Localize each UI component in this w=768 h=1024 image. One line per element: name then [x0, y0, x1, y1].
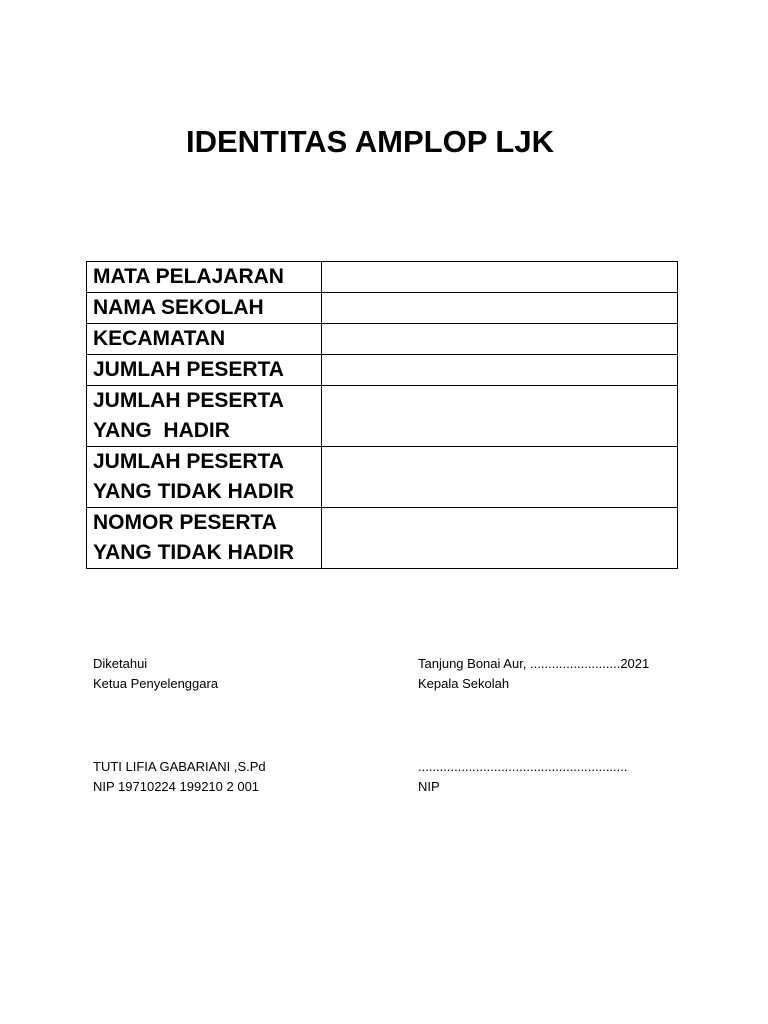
value-school-name[interactable] — [322, 293, 678, 324]
label-line: KECAMATAN — [93, 327, 226, 350]
right-place-date: Tanjung Bonai Aur, .........................2021 — [418, 656, 650, 671]
label-line: JUMLAH PESERTA — [93, 450, 284, 473]
page-title: IDENTITAS AMPLOP LJK — [185, 124, 554, 159]
right-signer-name: .......................................................... — [418, 759, 628, 774]
label-line: NAMA SEKOLAH — [93, 296, 264, 319]
label-line: MATA PELAJARAN — [93, 265, 284, 288]
identity-table — [86, 261, 678, 569]
label-line: JUMLAH PESERTA — [93, 358, 284, 381]
table-row — [87, 508, 678, 569]
right-signer-nip: NIP — [418, 779, 440, 794]
row-label-present-count — [87, 386, 322, 447]
left-signer-name: TUTI LIFIA GABARIANI ,S.Pd — [93, 759, 266, 774]
value-participant-count[interactable] — [322, 355, 678, 386]
value-absent-numbers[interactable] — [322, 508, 678, 569]
label-line: YANG HADIR — [93, 419, 230, 442]
table-row — [87, 355, 678, 386]
left-signer-nip: NIP 19710224 199210 2 001 — [93, 779, 260, 794]
left-known-label: Diketahui — [93, 656, 148, 671]
row-label-absent-count — [87, 447, 322, 508]
value-absent-count[interactable] — [322, 447, 678, 508]
label-line: YANG TIDAK HADIR — [93, 541, 295, 564]
label-line: NOMOR PESERTA — [93, 511, 277, 534]
value-subject[interactable] — [322, 262, 678, 293]
row-label-school-name — [87, 293, 322, 324]
row-label-district — [87, 324, 322, 355]
row-label-subject — [87, 262, 322, 293]
row-label-absent-numbers — [87, 508, 322, 569]
table-row — [87, 386, 678, 447]
label-line: JUMLAH PESERTA — [93, 389, 284, 412]
table-row — [87, 293, 678, 324]
right-signer-title: Kepala Sekolah — [418, 676, 510, 691]
value-present-count[interactable] — [322, 386, 678, 447]
left-signer-title: Ketua Penyelenggara — [93, 676, 219, 691]
row-label-participant-count — [87, 355, 322, 386]
value-district[interactable] — [322, 324, 678, 355]
table-row — [87, 324, 678, 355]
table-row — [87, 447, 678, 508]
label-line: YANG TIDAK HADIR — [93, 480, 295, 503]
table-row — [87, 262, 678, 293]
